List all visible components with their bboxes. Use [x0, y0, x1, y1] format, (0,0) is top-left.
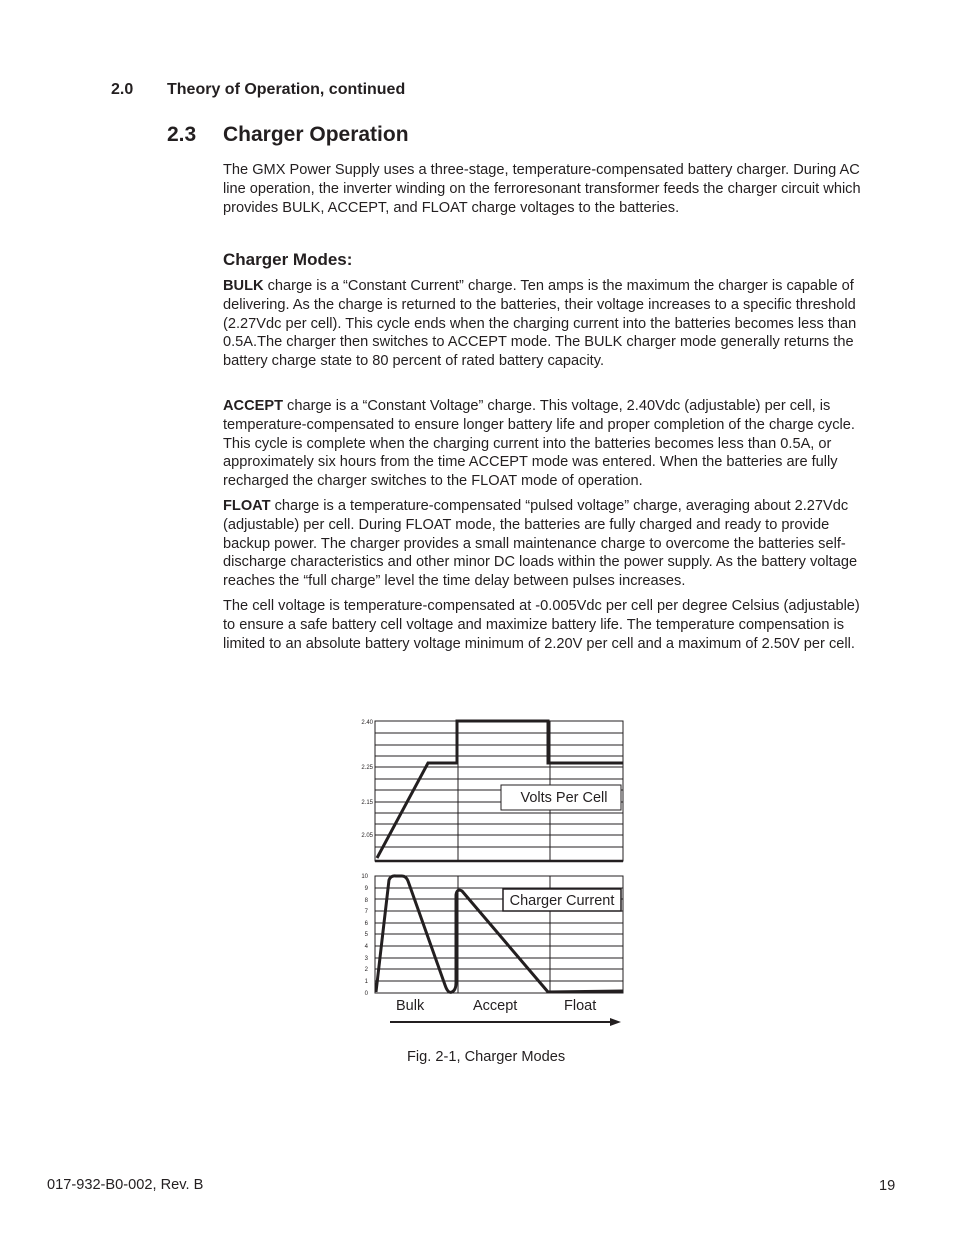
voltage-tick-2.25: 2.25: [361, 765, 373, 771]
charger-current-label: Charger Current: [509, 893, 615, 909]
accept-term: ACCEPT: [223, 398, 283, 414]
current-tick-7: 7: [364, 909, 368, 915]
figure-caption: Fig. 2-1, Charger Modes: [407, 1049, 566, 1065]
page-number: 19: [879, 1178, 896, 1194]
time-arrow-icon: [390, 1018, 621, 1026]
temperature-compensation-text: The cell voltage is temperature-compensated at -0.005Vdc per cell per degree Celsius (adjustable) to ensure a safe battery cell voltage and maximize battery life. The temperature compensation is limited to an absolute battery voltage minimum of 2.20V per cell and a maximum of 2.50V per cell.: [223, 598, 860, 652]
mode-label-bulk: Bulk: [396, 998, 425, 1014]
charger-modes-figure: [340, 705, 640, 1035]
accept-paragraph: [223, 397, 873, 491]
accept-text: charge is a “Constant Voltage” charge. This voltage, 2.40Vdc (adjustable) per cell, is temperature-compensated to ensure longer battery life and proper completion of the charge cycle. This cycle is complete when the charging current into the batteries becomes less than 0.5A, or approximately six hours from the time ACCEPT mode was entered. When the batteries are fully recharged the charger switches to the FLOAT mode of operation.: [223, 398, 855, 490]
bulk-term: BULK: [223, 278, 264, 294]
float-term: FLOAT: [223, 498, 271, 514]
voltage-tick-2.40: 2.40: [361, 720, 373, 726]
section-title: Theory of Operation, continued: [167, 81, 406, 98]
current-tick-5: 5: [364, 932, 368, 938]
subsection-number: 2.3: [167, 123, 197, 146]
current-tick-4: 4: [364, 944, 368, 950]
float-paragraph: [223, 497, 873, 591]
bulk-text: charge is a “Constant Current” charge. Ten amps is the maximum the charger is capable of delivering. As the charge is returned to the batteries, their voltage increases to a specific threshold (2.27Vdc per cell). This cycle ends when the charging current into the batteries becomes less than 0.5A.The charger then switches to ACCEPT mode. The BULK charger mode generally returns the battery charge state to 80 percent of rated battery capacity.: [223, 278, 857, 370]
subsection-title: Charger Operation: [223, 123, 409, 146]
intro-paragraph: [223, 161, 873, 217]
bulk-paragraph: [223, 277, 873, 371]
float-text: charge is a temperature-compensated “pulsed voltage” charge, averaging about 2.27Vdc (adjustable) per cell. During FLOAT mode, the batteries are fully charged and ready to provide backup power. The charger provides a small maintenance charge to overcome the batteries self-discharge characteristics and other minor DC loads within the power supply. As the battery voltage reaches the “full charge” level the time delay between pulses increases.: [223, 498, 858, 590]
current-tick-6: 6: [364, 921, 368, 927]
current-tick-9: 9: [364, 886, 368, 892]
volts-per-cell-label: Volts Per Cell: [520, 790, 608, 806]
intro-text: The GMX Power Supply uses a three-stage, temperature-compensated battery charger. During AC line operation, the inverter winding on the ferroresonant transformer feeds the charger circuit which provides BULK, ACCEPT, and FLOAT charge voltages to the batteries.: [223, 162, 861, 216]
current-tick-8: 8: [364, 898, 368, 904]
temperature-compensation-paragraph: [223, 597, 873, 653]
voltage-tick-2.05: 2.05: [361, 833, 373, 839]
voltage-chart: [361, 720, 623, 861]
mode-label-accept: Accept: [473, 998, 518, 1014]
current-tick-3: 3: [364, 956, 368, 962]
document-number: 017-932-B0-002, Rev. B: [47, 1177, 204, 1193]
current-tick-0: 0: [364, 991, 368, 997]
current-tick-1: 1: [364, 979, 368, 985]
charger-modes-heading: Charger Modes:: [223, 250, 353, 269]
section-number: 2.0: [111, 81, 134, 98]
current-tick-10: 10: [361, 874, 368, 880]
current-tick-2: 2: [364, 967, 368, 973]
mode-label-float: Float: [564, 998, 597, 1014]
voltage-tick-2.15: 2.15: [361, 800, 373, 806]
current-chart: [361, 874, 623, 997]
